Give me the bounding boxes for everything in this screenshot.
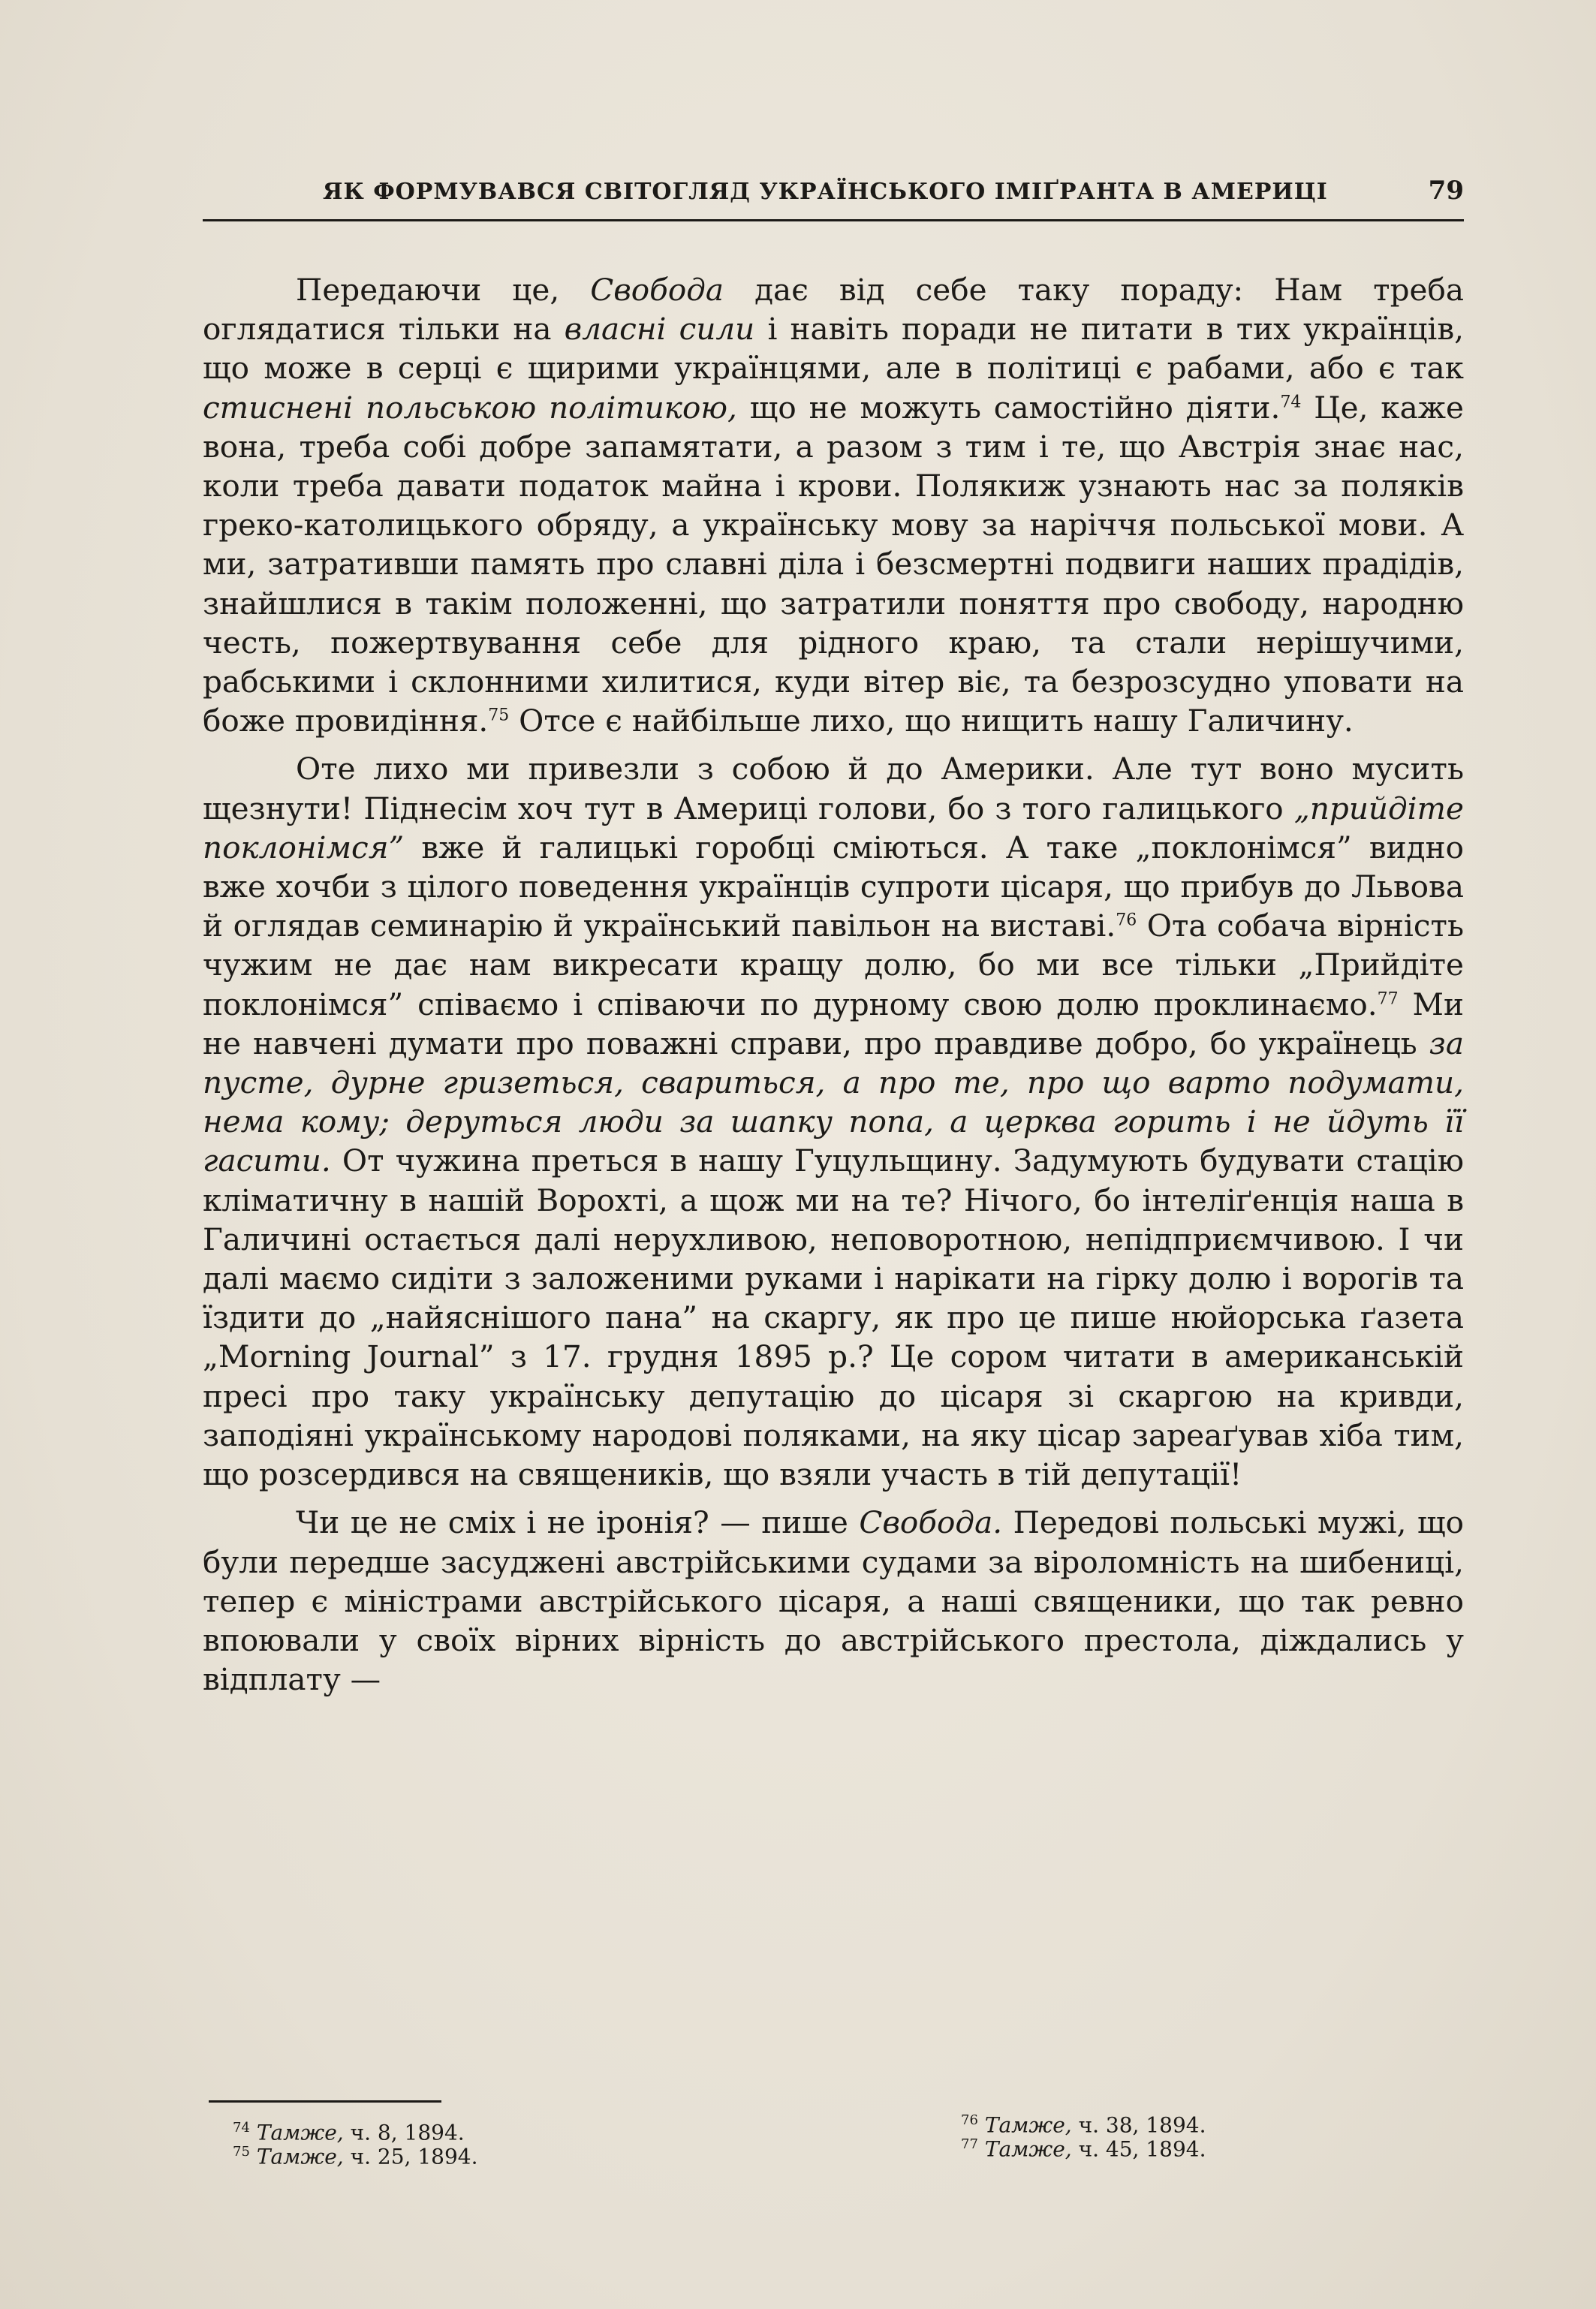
- text-run: вже й галицькі горобці сміються. А таке „поклонімся” видно вже хочби з цілого поведення українців супроти цісаря, що прибув до Львова й оглядав семинарію й український павільон на виставі.: [203, 829, 1464, 944]
- footnote-77: [961, 2132, 1206, 2162]
- footnote-marker: 74: [1280, 393, 1302, 412]
- footnote-number: 77: [961, 2136, 978, 2152]
- paragraph: [203, 270, 1464, 740]
- footnote-source: Тамже,: [256, 2120, 344, 2145]
- footnote-ref: ч. 45, 1894.: [1078, 2136, 1206, 2162]
- paragraph: [203, 749, 1464, 1494]
- footnote-marker: 77: [1377, 989, 1399, 1009]
- footnote-marker: 76: [1116, 911, 1137, 930]
- page-number: 79: [1428, 176, 1464, 206]
- footnote-source: Тамже,: [984, 2112, 1072, 2138]
- footnote-marker: 75: [488, 706, 510, 725]
- italic-text: за пусте, дурне гризеться, свариться, а про те, про що варто подумати, нема кому; деруться люди за шапку попа, а церква горить і не йдуть її гасити.: [203, 1025, 1464, 1179]
- italic-text: „прийдіте поклонімся”: [203, 790, 1464, 865]
- footnote-number: 74: [233, 2120, 250, 2136]
- text-run: Чи це не сміх і не іронія? — пише: [296, 1504, 860, 1541]
- text-run: Це, каже вона, треба собі добре запамятати, а разом з тим і те, що Австрія знає нас, коли треба давати податок майна і крови. Полякиж узнають нас за поляків греко-католицького обряду, а українську мову за наріччя польської мови. А ми, затративши память про славні діла і безсмертні подвиги наших прадідів, знайшлися в такім положенні, що затратили поняття про свободу, народню честь, пожертвування себе для рідного краю, та стали нерішучими, рабськими і склонними хилитися, куди вітер віє, та безрозсудно уповати на боже провидіння.: [203, 389, 1464, 739]
- footnote-divider: [209, 2100, 441, 2103]
- italic-text: Свобода: [590, 272, 724, 308]
- footnote-source: Тамже,: [256, 2144, 344, 2169]
- text-run: Ми не навчені думати про поважні справи, про правдиве добро, бо українець: [203, 986, 1464, 1061]
- text-run: Передаючи це,: [296, 272, 591, 308]
- footnote-ref: ч. 25, 1894.: [350, 2144, 478, 2169]
- body-text: [203, 270, 1464, 1708]
- running-head: [203, 174, 1464, 221]
- italic-text: стиснені польською політикою,: [203, 389, 737, 426]
- footnote-ref: ч. 8, 1894.: [350, 2120, 465, 2145]
- footnotes: [233, 2112, 1359, 2175]
- text-run: Оте лихо ми привезли з собою й до Америки. Але тут воно мусить щезнути! Піднесім хоч тут в Америці голови, бо з того галицького: [203, 751, 1464, 826]
- footnote-source: Тамже,: [984, 2136, 1072, 2162]
- text-run: і навіть поради не питати в тих українців, що може в серці є щирими українцями, але в політиці є рабами, або є так: [203, 311, 1465, 387]
- italic-text: власні сили: [564, 311, 755, 348]
- text-run: От чужина преться в нашу Гуцульщину. Задумують будувати стацію кліматичну в нашій Ворохті, а щож ми на те? Нічого, бо інтеліґенція наша в Галичині остається далі нерухливою, неповоротною, непідприємчивою. І чи далі маємо сидіти з заложеними руками і нарікати на гірку долю і ворогів та їздити до „найяснішого пана” на скаргу, як про це пише нюйорська ґазета „Morning Journal” з 17. грудня 1895 р.? Це сором читати в американській пресі про таку українську депутацію до цісаря зі скаргою на кривди, заподіяні українському народові поляками, на яку цісар зареаґував хіба тим, що розсердився на священиків, що взяли участь в тій депутації!: [203, 1142, 1464, 1493]
- footnote-ref: ч. 38, 1894.: [1078, 2112, 1206, 2138]
- paragraph: [203, 1503, 1464, 1699]
- text-run: Ота собача вірність чужим не дає нам викресати кращу долю, бо ми все тільки „Прийдіте поклонімся” співаємо і співаючи по дурному свою долю проклинаємо.: [203, 908, 1464, 1022]
- text-run: Передові польські мужі, що були передше засуджені австрійськими судами за віроломність на шибениці, тепер є міністрами австрійського цісаря, а наші священики, що так ревно впоювали у своїх вірних вірність до австрійського престола, діждались у відплату —: [203, 1504, 1464, 1698]
- footnote-number: 76: [961, 2112, 978, 2128]
- footnote-75: [233, 2139, 478, 2169]
- italic-text: Свобода.: [859, 1504, 1003, 1541]
- footnote-number: 75: [233, 2144, 250, 2160]
- text-run: що не можуть самостійно діяти.: [736, 389, 1281, 426]
- text-run: Отсе є найбільше лихо, що нищить нашу Галичину.: [509, 703, 1354, 739]
- text-run: дає від себе таку пораду: Нам треба оглядатися тільки на: [203, 272, 1464, 348]
- running-title: ЯК ФОРМУВАВСЯ СВІТОГЛЯД УКРАЇНСЬКОГО ІМІҐРАНТА В АМЕРИЦІ: [323, 179, 1328, 205]
